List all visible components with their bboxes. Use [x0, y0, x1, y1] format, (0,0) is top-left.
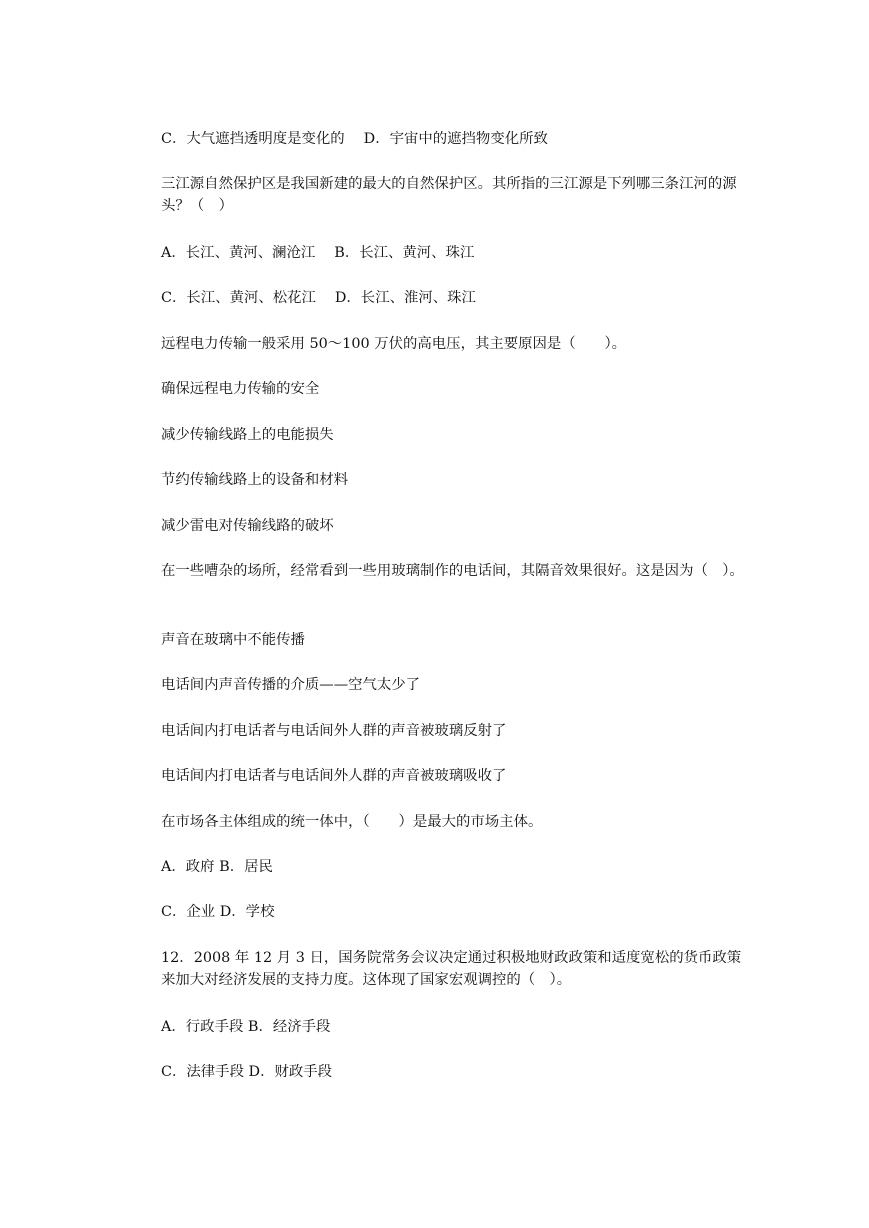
question-text: 远程电力传输一般采用 50～100 万伏的高电压，其主要原因是（ ）。	[161, 336, 627, 352]
option-line: A．行政手段 B．经济手段	[161, 1019, 331, 1035]
option-line: C．长江、黄河、松花江 D．长江、淮河、珠江	[161, 290, 476, 306]
question-text: 12．2008 年 12 月 3 日，国务院常务会议决定通过积极地财政政策和适度宽松的货币政策来加大对经济发展的支持力度。这体现了国家宏观调控的（ ）。	[161, 950, 742, 988]
option-line: 电话间内声音传播的介质——空气太少了	[161, 677, 421, 693]
question-text: 三江源自然保护区是我国新建的最大的自然保护区。其所指的三江源是下列哪三条江河的源头？（ ）	[161, 176, 737, 214]
option-line: A．政府 B．居民	[161, 859, 273, 875]
option-line: 减少传输线路上的电能损失	[161, 427, 334, 443]
option-line: 确保远程电力传输的安全	[161, 381, 320, 397]
option-line: 电话间内打电话者与电话间外人群的声音被玻璃吸收了	[161, 768, 507, 784]
question-text: 在市场各主体组成的统一体中，（ ）是最大的市场主体。	[161, 814, 543, 830]
option-line: C．企业 D．学校	[161, 904, 275, 920]
option-line: A．长江、黄河、澜沧江 B．长江、黄河、珠江	[161, 245, 475, 261]
option-line: C．大气遮挡透明度是变化的 D．宇宙中的遮挡物变化所致	[161, 131, 548, 147]
option-line: 减少雷电对传输线路的破坏	[161, 518, 334, 534]
option-line: 节约传输线路上的设备和材料	[161, 472, 349, 488]
option-line: 电话间内打电话者与电话间外人群的声音被玻璃反射了	[161, 723, 507, 739]
option-line: C．法律手段 D．财政手段	[161, 1064, 333, 1080]
question-text: 在一些嘈杂的场所，经常看到一些用玻璃制作的电话间，其隔音效果很好。这是因为（ ）。	[161, 563, 744, 579]
option-line: 声音在玻璃中不能传播	[161, 632, 305, 648]
